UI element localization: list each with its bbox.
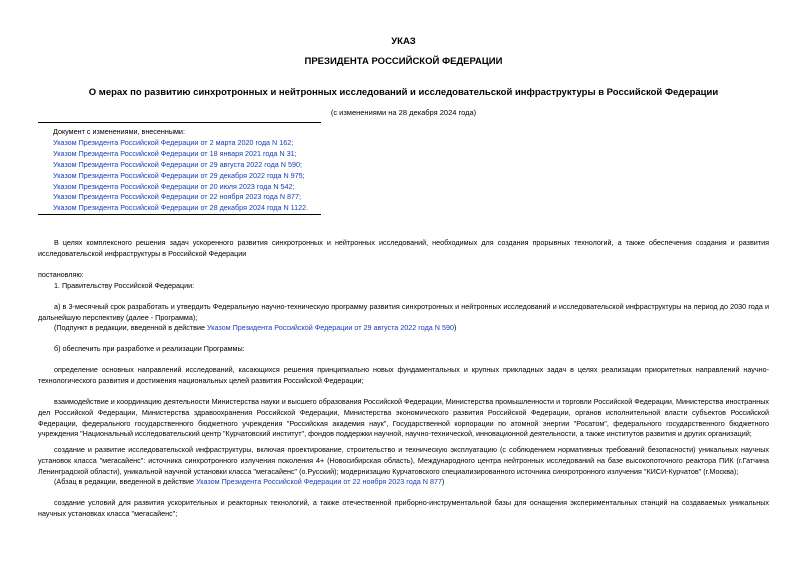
item-1b: б) обеспечить при разработке и реализации Программы: [54,344,245,353]
decree-heading: УКАЗ [391,36,416,47]
preamble-paragraph: В целях комплексного решения задач ускоренного развития синхротронных и нейтронных исследований, необходимых для создания прорывных технологий, а также обеспечения создания и развития исследовательской инфраструктуры в Российской Федерации [38,238,769,258]
president-heading: ПРЕЗИДЕНТА РОССИЙСКОЙ ФЕДЕРАЦИИ [304,56,503,67]
change-link-5[interactable]: Указом Президента Российской Федерации от 20 июля 2023 года N 542; [53,181,295,191]
paragraph-infrastructure: создание и развитие исследовательской инфраструктуры, включая проектирование, строительство и техническую эксплуатацию (с соблюдением нормативных требований безопасности) уникальных научных установок класса "мегасайенс": источника синхротронного излучения поколения 4+ (Новосибирская область), Международного центра нейтронных исследований на базе высокопоточного реактора ПИК (г.Гатчина Ленинградской области), уникальной научной установки класса "мегасайенс" (о.Русский); модернизацию Курчатовского специализированного источника синхротронного излучения "КИСИ-Курчатов" (г.Москва); [38,445,769,476]
changes-top-divider [38,122,321,123]
amendment-note-2: (Абзац в редакции, введенной в действие Указом Президента Российской Федерации от 22 ноября 2023 года N 877) [54,477,445,486]
document-title: О мерах по развитию синхротронных и нейтронных исследований и исследовательской инфраструктуры в Российской Федерации [88,87,719,98]
paragraph-coordination: взаимодействие и координацию деятельности Министерства науки и высшего образования Российской Федерации, Министерства промышленности и торговли Российской Федерации, Министерства иностранных дел Российской Федерации, Министерства здравоохранения Российской Федерации, Министерства экономического развития Российской Федерации, органов исполнительной власти субъектов Российской Федерации, федерального государственного бюджетного учреждения "Российская академия наук", Государственной корпорации по атомной энергии "Росатом", федерального государственного бюджетного учреждения "Национальный исследовательский центр "Курчатовский институт", фондов поддержки научной, научно-технической, инновационной деятельности, а также институтов развития и других организаций; [38,397,769,439]
item-1: 1. Правительству Российской Федерации: [54,281,195,290]
amendment-link-877[interactable]: Указом Президента Российской Федерации от 22 ноября 2023 года N 877 [195,477,442,486]
amendment-link-590[interactable]: Указом Президента Российской Федерации от 29 августа 2022 года N 590 [206,323,454,332]
change-link-3[interactable]: Указом Президента Российской Федерации от 29 августа 2022 года N 590; [53,159,302,169]
change-link-6[interactable]: Указом Президента Российской Федерации от 22 ноября 2023 года N 877; [53,192,301,202]
paragraph-directions: определение основных направлений исследований, касающихся решения принципиально новых фундаментальных и крупных прикладных задач в целях реализации приоритетных направлений научно-технологического развития и достижения национальных целей развития Российской Федерации; [38,365,769,385]
changes-intro: Документ с изменениями, внесенными: [53,127,185,136]
changes-bottom-divider [38,214,321,215]
change-link-2[interactable]: Указом Президента Российской Федерации от 18 января 2021 года N 31; [53,148,297,158]
changes-list [53,127,308,214]
change-link-7[interactable]: Указом Президента Российской Федерации от 28 декабря 2024 года N 1122. [53,203,309,213]
paragraph-conditions: создание условий для развития ускорительных и реакторных технологий, а также отечественной приборно-инструментальной базы для оснащения экспериментальных станций на создаваемых уникальных научных установках класса "мегасайенс"; [38,498,769,518]
change-link-4[interactable]: Указом Президента Российской Федерации от 29 декабря 2022 года N 975; [53,170,305,180]
edition-note: (с изменениями на 28 декабря 2024 года) [330,108,477,117]
change-link-1[interactable]: Указом Президента Российской Федерации от 2 марта 2020 года N 162; [53,137,294,147]
amendment-note-1: (Подпункт в редакции, введенной в действие Указом Президента Российской Федерации от 29 августа 2022 года N 590) [54,323,457,332]
resolve-text: постановляю: [38,270,84,279]
item-1a: а) в 3-месячный срок разработать и утвердить Федеральную научно-техническую программу развития синхротронных и нейтронных исследований и исследовательской инфраструктуры на период до 2030 года и дальнейшую перспективу (далее - Программа); [38,302,769,322]
